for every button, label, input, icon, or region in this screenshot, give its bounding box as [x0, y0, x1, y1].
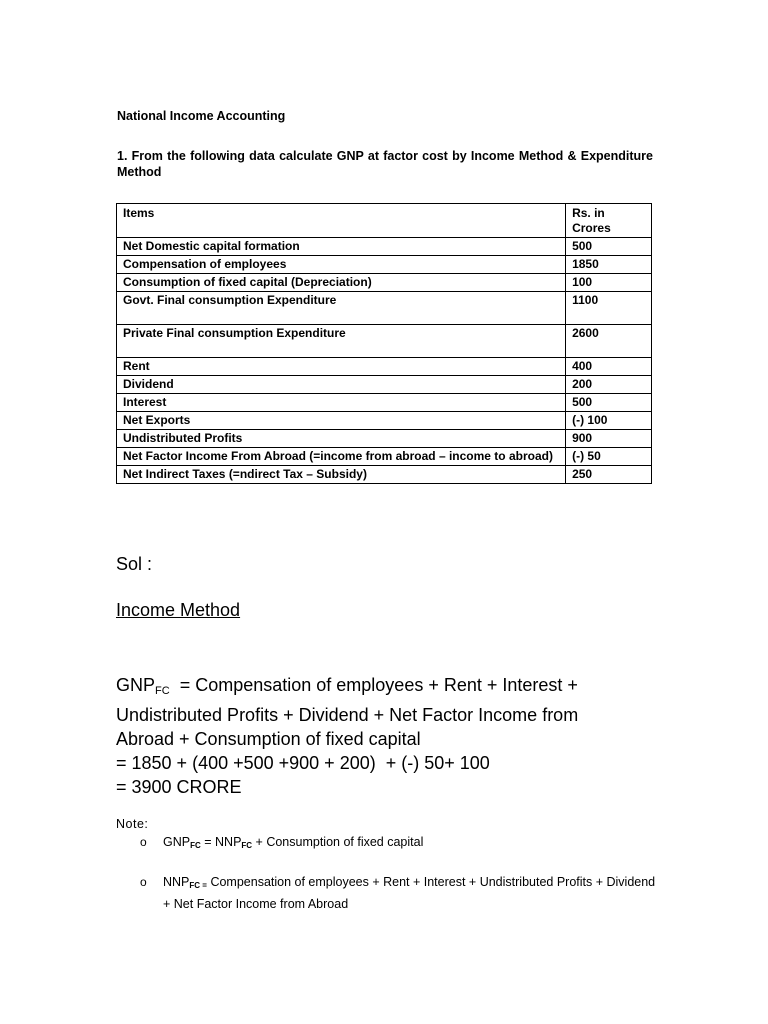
document-title: National Income Accounting	[117, 109, 286, 123]
fc-subscript: FC	[155, 685, 170, 697]
header-items: Items	[117, 204, 566, 238]
formula-line: = 3900 CRORE	[116, 777, 242, 797]
row-item: Net Domestic capital formation	[117, 238, 566, 256]
row-item: Private Final consumption Expenditure	[117, 325, 566, 358]
row-item: Net Exports	[117, 412, 566, 430]
table-row	[117, 325, 652, 358]
question-text: 1. From the following data calculate GNP at factor cost by Income Method & Expenditure Method	[117, 149, 653, 179]
row-item: Consumption of fixed capital (Depreciation)	[117, 274, 566, 292]
formula-line	[116, 673, 656, 703]
table-row	[117, 238, 652, 256]
table-row	[117, 358, 652, 376]
row-item: Govt. Final consumption Expenditure	[117, 292, 566, 325]
table-row	[117, 256, 652, 274]
circle-bullet-icon: o	[140, 875, 147, 889]
row-item: Dividend	[117, 376, 566, 394]
fc-subscript: FC	[190, 841, 201, 850]
table-header-row	[117, 204, 652, 238]
table-row	[117, 394, 652, 412]
row-value: 400	[566, 358, 652, 376]
circle-bullet-icon: o	[140, 835, 147, 849]
method-heading: Income Method	[116, 600, 241, 620]
nnp-symbol: NNP	[163, 875, 190, 889]
gnp-symbol: GNP	[163, 835, 191, 849]
row-item: Net Factor Income From Abroad (=income from abroad – income to abroad)	[117, 448, 566, 466]
row-value: 250	[566, 466, 652, 484]
fc-subscript: FC	[241, 841, 253, 850]
formula-line: Abroad + Consumption of fixed capital	[116, 729, 421, 749]
table-row	[117, 274, 652, 292]
formula-rhs: = Compensation of employees + Rent + Interest +	[169, 675, 578, 695]
table-row	[117, 376, 652, 394]
row-item: Compensation of employees	[117, 256, 566, 274]
note-item	[140, 873, 660, 913]
fc-subscript: FC =	[189, 881, 207, 890]
row-value: 900	[566, 430, 652, 448]
formula-line: = 1850 + (400 +500 +900 + 200) + (-) 50+ 100	[116, 753, 490, 773]
note-text: Compensation of employees + Rent + Interest + Undistributed Profits + Dividend + Net Factor Income from Abroad	[163, 875, 656, 911]
row-item: Undistributed Profits	[117, 430, 566, 448]
note-item	[140, 833, 660, 855]
row-value: 1850	[566, 256, 652, 274]
table-row	[117, 412, 652, 430]
gnp-symbol: GNP	[116, 675, 156, 695]
row-value: 200	[566, 376, 652, 394]
row-value: 500	[566, 394, 652, 412]
note-list	[140, 833, 660, 913]
formula-line: Undistributed Profits + Dividend + Net Factor Income from	[116, 705, 579, 725]
table-row	[117, 448, 652, 466]
solution-label: Sol :	[116, 554, 153, 574]
row-value: 1100	[566, 292, 652, 325]
row-item: Rent	[117, 358, 566, 376]
header-value: Rs. in Crores	[566, 204, 652, 238]
row-value: 2600	[566, 325, 652, 358]
data-table	[116, 203, 652, 484]
note-text: + Consumption of fixed capital	[252, 835, 424, 849]
note-label: Note:	[116, 817, 149, 831]
note-eq: = NNP	[200, 835, 242, 849]
row-value: (-) 100	[566, 412, 652, 430]
gnp-formula	[116, 673, 656, 799]
row-value: 100	[566, 274, 652, 292]
row-item: Net Indirect Taxes (=ndirect Tax – Subsidy)	[117, 466, 566, 484]
row-item: Interest	[117, 394, 566, 412]
row-value: 500	[566, 238, 652, 256]
table-row	[117, 430, 652, 448]
table-row	[117, 466, 652, 484]
row-value: (-) 50	[566, 448, 652, 466]
table-row	[117, 292, 652, 325]
